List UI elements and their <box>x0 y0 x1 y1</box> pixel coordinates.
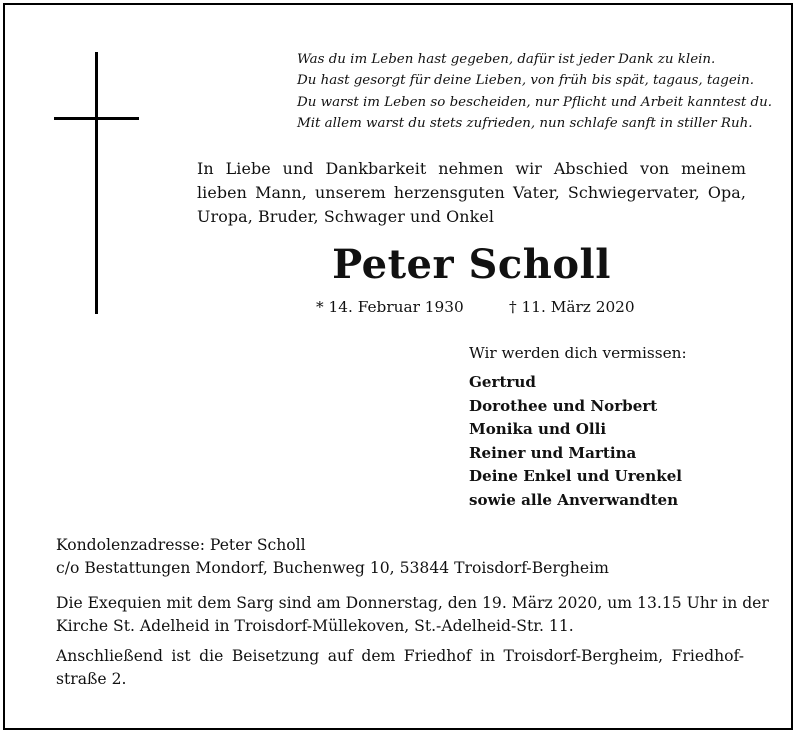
burial-line: straße 2. <box>56 670 127 689</box>
address-line: c/o Bestattungen Mondorf, Buchenweg 10, 53844 Troisdorf-Bergheim <box>56 559 609 578</box>
exequien-info <box>56 592 769 639</box>
birth-date: * 14. Februar 1930 <box>316 298 464 316</box>
poem-line: Was du im Leben hast gegeben, dafür ist jeder Dank zu klein. <box>297 52 716 67</box>
intro-text: In Liebe und Dankbarkeit nehmen wir Abschied von meinem lieben Mann, unserem herzensguten Vater, Schwiegervater, Opa, Uropa, Bruder, Schwager und Onkel <box>197 159 746 226</box>
family-member: Dorothee und Norbert <box>469 396 658 415</box>
condolence-address <box>56 534 744 581</box>
poem-line: Du warst im Leben so bescheiden, nur Pflicht und Arbeit kanntest du. <box>297 94 772 110</box>
death-date: † 11. März 2020 <box>509 298 635 316</box>
address-line: Kondolenzadresse: Peter Scholl <box>56 536 306 554</box>
family-member: Deine Enkel und Urenkel <box>469 467 683 485</box>
family-member: sowie alle Anverwandten <box>469 490 679 509</box>
miss-text: Wir werden dich vermissen: <box>469 344 687 362</box>
family-member: Reiner und Martina <box>469 443 637 462</box>
exequien-line: Kirche St. Adelheid in Troisdorf-Müllekoven, St.-Adelheid-Str. 11. <box>56 617 574 636</box>
family-member: Monika und Olli <box>469 420 607 438</box>
deceased-name: Peter Scholl <box>332 241 611 288</box>
burial-line: Anschließend ist die Beisetzung auf dem Friedhof in Troisdorf-Bergheim, Friedhof- <box>56 647 744 665</box>
poem-line: Mit allem warst du stets zufrieden, nun schlafe sanft in stiller Ruh. <box>297 116 753 132</box>
poem <box>297 49 772 135</box>
poem-line: Du hast gesorgt für deine Lieben, von früh bis spät, tagaus, tagein. <box>297 73 754 89</box>
burial-info <box>56 645 744 692</box>
exequien-line: Die Exequien mit dem Sarg sind am Donnerstag, den 19. März 2020, um 13.15 Uhr in der <box>56 594 769 612</box>
family-list <box>469 371 682 512</box>
family-member: Gertrud <box>469 373 536 391</box>
